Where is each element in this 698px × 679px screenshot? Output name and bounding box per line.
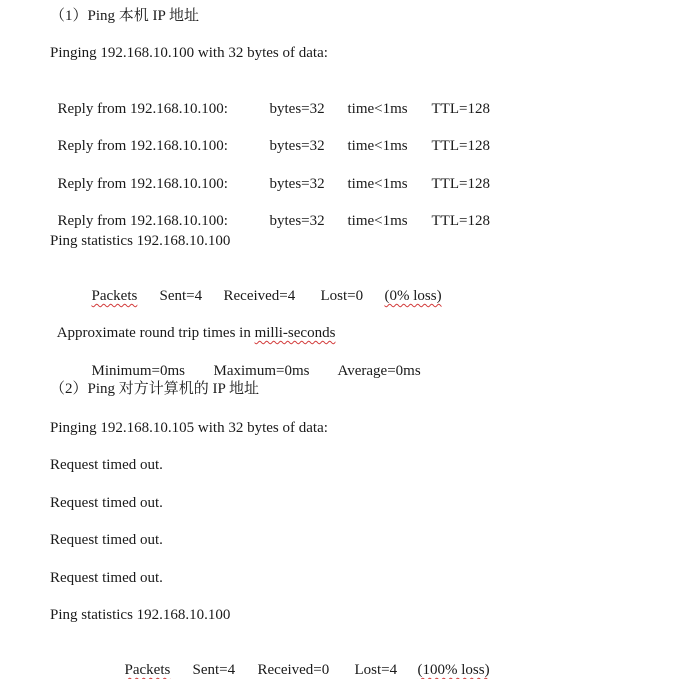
reply-time: time<1ms [347, 101, 408, 117]
packets-label: Packets [91, 288, 138, 304]
reply-line [50, 119, 490, 154]
section1-heading: （1）Ping 本机 IP 地址 [50, 8, 200, 24]
packets-lost: Lost=0 [320, 288, 364, 304]
reply-bytes: bytes=32 [269, 138, 325, 154]
section2-heading: （2）Ping 对方计算机的 IP 地址 [50, 381, 260, 397]
time-maximum: Maximum=0ms [213, 363, 310, 379]
section1-times-line [84, 344, 421, 379]
timeout-line: Request timed out. [50, 457, 163, 473]
reply-bytes: bytes=32 [269, 176, 325, 192]
section1-stats-title: Ping statistics 192.168.10.100 [50, 233, 231, 249]
timeout-line: Request timed out. [50, 532, 163, 548]
section2-stats-title: Ping statistics 192.168.10.100 [50, 607, 231, 623]
packets-received: Received=0 [257, 662, 330, 678]
reply-bytes: bytes=32 [269, 213, 325, 229]
packets-sent: Sent=4 [192, 662, 236, 678]
packets-loss: (0% loss) [384, 288, 442, 304]
packets-lost: Lost=4 [354, 662, 398, 678]
reply-time: time<1ms [347, 176, 408, 192]
packets-label: Packets [124, 662, 171, 678]
section2-packets-line [117, 643, 490, 678]
reply-ttl: TTL=128 [431, 176, 490, 192]
reply-line [50, 157, 490, 192]
approx-unit: milli-seconds [254, 325, 336, 341]
time-average: Average=0ms [337, 363, 421, 379]
approx-prefix: Approximate round trip times in [56, 325, 255, 341]
reply-time: time<1ms [347, 138, 408, 154]
section1-approx-line [50, 306, 336, 341]
section2-pinging-line: Pinging 192.168.10.105 with 32 bytes of data: [50, 420, 328, 436]
reply-time: time<1ms [347, 213, 408, 229]
reply-ttl: TTL=128 [431, 101, 490, 117]
reply-bytes: bytes=32 [269, 101, 325, 117]
packets-received: Received=4 [223, 288, 296, 304]
reply-from: Reply from 192.168.10.100: [57, 101, 228, 117]
timeout-line: Request timed out. [50, 495, 163, 511]
timeout-line: Request timed out. [50, 570, 163, 586]
reply-from: Reply from 192.168.10.100: [57, 213, 228, 229]
reply-ttl: TTL=128 [431, 138, 490, 154]
packets-loss: (100% loss) [417, 662, 490, 678]
packets-sent: Sent=4 [159, 288, 203, 304]
section1-packets-line [84, 269, 442, 304]
reply-ttl: TTL=128 [431, 213, 490, 229]
reply-from: Reply from 192.168.10.100: [57, 138, 228, 154]
section1-pinging-line: Pinging 192.168.10.100 with 32 bytes of data: [50, 45, 328, 61]
reply-from: Reply from 192.168.10.100: [57, 176, 228, 192]
time-minimum: Minimum=0ms [91, 363, 185, 379]
reply-line [50, 82, 490, 117]
reply-line [50, 194, 490, 229]
